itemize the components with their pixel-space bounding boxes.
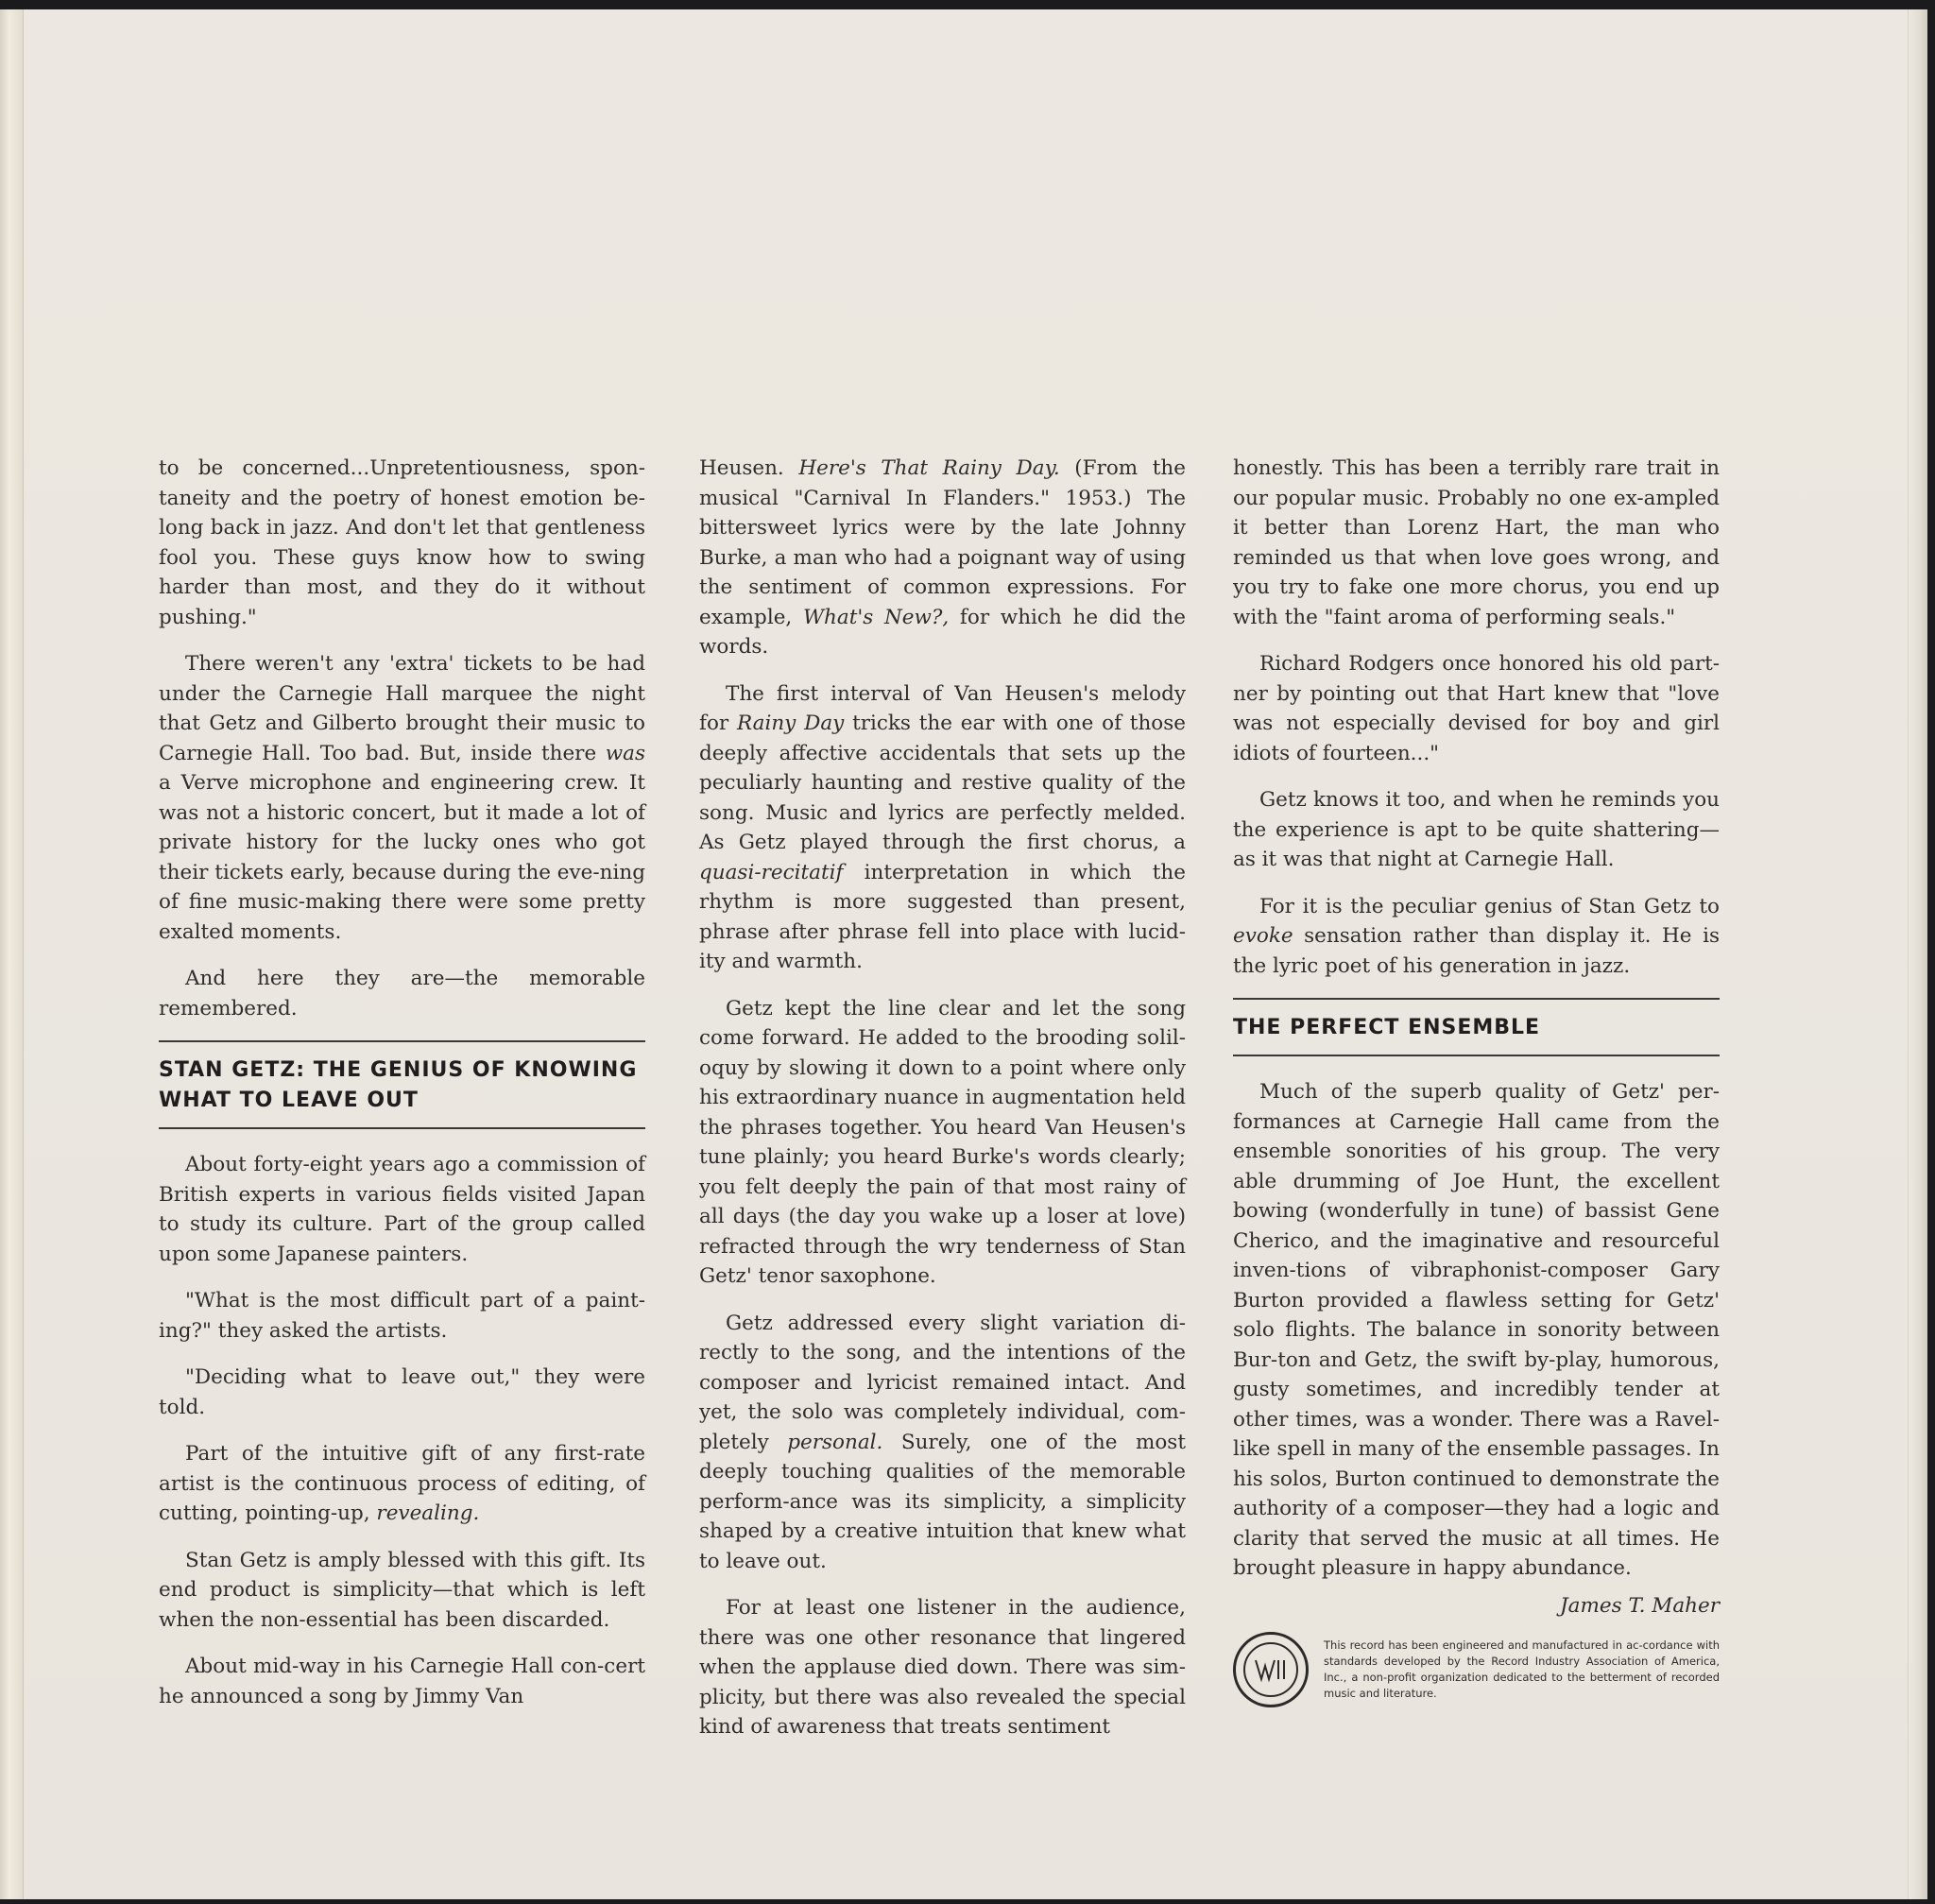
sleeve-edge xyxy=(1908,9,1927,1899)
paragraph: Heusen. Here's That Rainy Day. (From the musical "Carnival In Flanders." 1953.) The bittersweet lyrics were by the late Johnny Burke, a man who had a poignant way of using the sentiment of common expressions. For example, What's New?, for which he did the words. xyxy=(699,456,1186,659)
paragraph: The first interval of Van Heusen's melody for Rainy Day tricks the ear with one of those deeply affective accidentals that sets up the peculiarly haunting and restive quality of the song. Music and lyrics are perfectly melded. As Getz played through the first chorus, a quasi-recitatif interpretation in which the rhythm is more suggested than present, phrase after phrase fell into place with lucid-ity and warmth. xyxy=(699,681,1186,973)
liner-notes-column-2 xyxy=(699,454,1186,1759)
paragraph: honestly. This has been a terribly rare trait in our popular music. Probably no one ex-ampled it better than Lorenz Hart, the man who reminded us that when love goes wrong, and you try to fake one more chorus, you end up with the "faint aroma of performing seals." xyxy=(1233,456,1720,629)
divider xyxy=(1233,998,1720,1000)
riaa-seal-inner xyxy=(1243,1642,1298,1697)
paragraph: And here they are—the memorable remembered. xyxy=(159,967,645,1021)
paragraph: Stan Getz is amply blessed with this gift. Its end product is simplicity—that which is left when the non-essential has been discarded. xyxy=(159,1548,645,1632)
divider xyxy=(1233,1055,1720,1056)
divider xyxy=(159,1040,645,1042)
paragraph: About mid-way in his Carnegie Hall con-cert he announced a song by Jimmy Van xyxy=(159,1655,645,1708)
riaa-seal-mark xyxy=(1252,1656,1290,1683)
paragraph: to be concerned...Unpretentiousness, spon-taneity and the poetry of honest emotion be-long back in jazz. And don't let that gentleness fool you. These guys know how to swing harder than most, and they do it without pushing." xyxy=(159,456,645,629)
author-signature: James T. Maher xyxy=(1560,1593,1720,1618)
section-heading: THE PERFECT ENSEMBLE xyxy=(1233,1016,1541,1039)
paragraph: "What is the most difficult part of a paint-ing?" they asked the artists. xyxy=(159,1289,645,1343)
liner-notes-column-1 xyxy=(159,454,645,1728)
paragraph: Part of the intuitive gift of any first-rate artist is the continuous process of editing, of cutting, pointing-up, revealing. xyxy=(159,1442,645,1525)
paragraph: Getz kept the line clear and let the song come forward. He added to the brooding solil-oquy by slowing it down to a point where only his extraordinary nuance in augmentation held the phrases together. You heard Van Heusen's tune plainly; you heard Burke's words clearly; you felt deeply the pain of that most rainy of all days (the day you wake up a loser at love) refracted through the wry tenderness of Stan Getz' tenor saxophone. xyxy=(699,996,1186,1288)
paragraph: Getz addressed every slight variation di-rectly to the song, and the intentions of the composer and lyricist remained intact. And yet, the solo was completely individual, com-pletely personal. Surely, one of the most deeply touching qualities of the memorable perform-ance was its simplicity, a simplicity shaped by a creative intuition that knew what to leave out. xyxy=(699,1311,1186,1573)
riaa-notice xyxy=(1233,1632,1720,1707)
section-heading: STAN GETZ: THE GENIUS OF KNOWING WHAT TO LEAVE OUT xyxy=(159,1058,638,1112)
paragraph: About forty-eight years ago a commission of British experts in various fields visited Japan to study its culture. Part of the group called upon some Japanese painters. xyxy=(159,1153,645,1266)
album-sleeve-back xyxy=(0,9,1927,1899)
paragraph: For it is the peculiar genius of Stan Getz to evoke sensation rather than display it. He is the lyric poet of his generation in jazz. xyxy=(1233,894,1720,978)
riaa-notice-text: This record has been engineered and manufactured in ac-cordance with standards developed by the Record Industry Association of America, Inc., a non-profit organization dedicated to the betterment of recorded music and literature. xyxy=(1324,1638,1720,1700)
liner-notes-column-3 xyxy=(1233,454,1720,1707)
riaa-seal-icon xyxy=(1233,1632,1309,1707)
paragraph: For at least one listener in the audience, there was one other resonance that lingered when the applause died down. There was sim-plicity, but there was also revealed the special kind of awareness that treats sentiment xyxy=(699,1596,1186,1739)
paragraph: "Deciding what to leave out," they were told. xyxy=(159,1365,645,1419)
divider xyxy=(159,1127,645,1129)
sleeve-spine xyxy=(0,9,24,1899)
paragraph: Getz knows it too, and when he reminds you the experience is apt to be quite shattering—as it was that night at Carnegie Hall. xyxy=(1233,788,1720,871)
paragraph: There weren't any 'extra' tickets to be had under the Carnegie Hall marquee the night that Getz and Gilberto brought their music to Carnegie Hall. Too bad. But, inside there was a Verve microphone and engineering crew. It was not a historic concert, but it made a lot of private history for the lucky ones who got their tickets early, because during the eve-ning of fine music-making there were some pretty exalted moments. xyxy=(159,652,645,944)
paragraph: Richard Rodgers once honored his old part-ner by pointing out that Hart knew that "love was not especially devised for boy and girl idiots of fourteen..." xyxy=(1233,652,1720,765)
paragraph: Much of the superb quality of Getz' per-formances at Carnegie Hall came from the ensemble sonorities of his group. The very able drumming of Joe Hunt, the excellent bowing (wonderfully in tune) of bassist Gene Cherico, and the imaginative and resourceful inven-tions of vibraphonist-composer Gary Burton provided a flawless setting for Getz' solo flights. The balance in sonority between Bur-ton and Getz, the swift by-play, humorous, gusty sometimes, and incredibly tender at other times, was a wonder. There was a Ravel-like spell in many of the ensemble passages. In his solos, Burton continued to demonstrate the authority of a composer—they had a logic and clarity that served the music at all times. He brought pleasure in happy abundance. xyxy=(1233,1080,1720,1580)
